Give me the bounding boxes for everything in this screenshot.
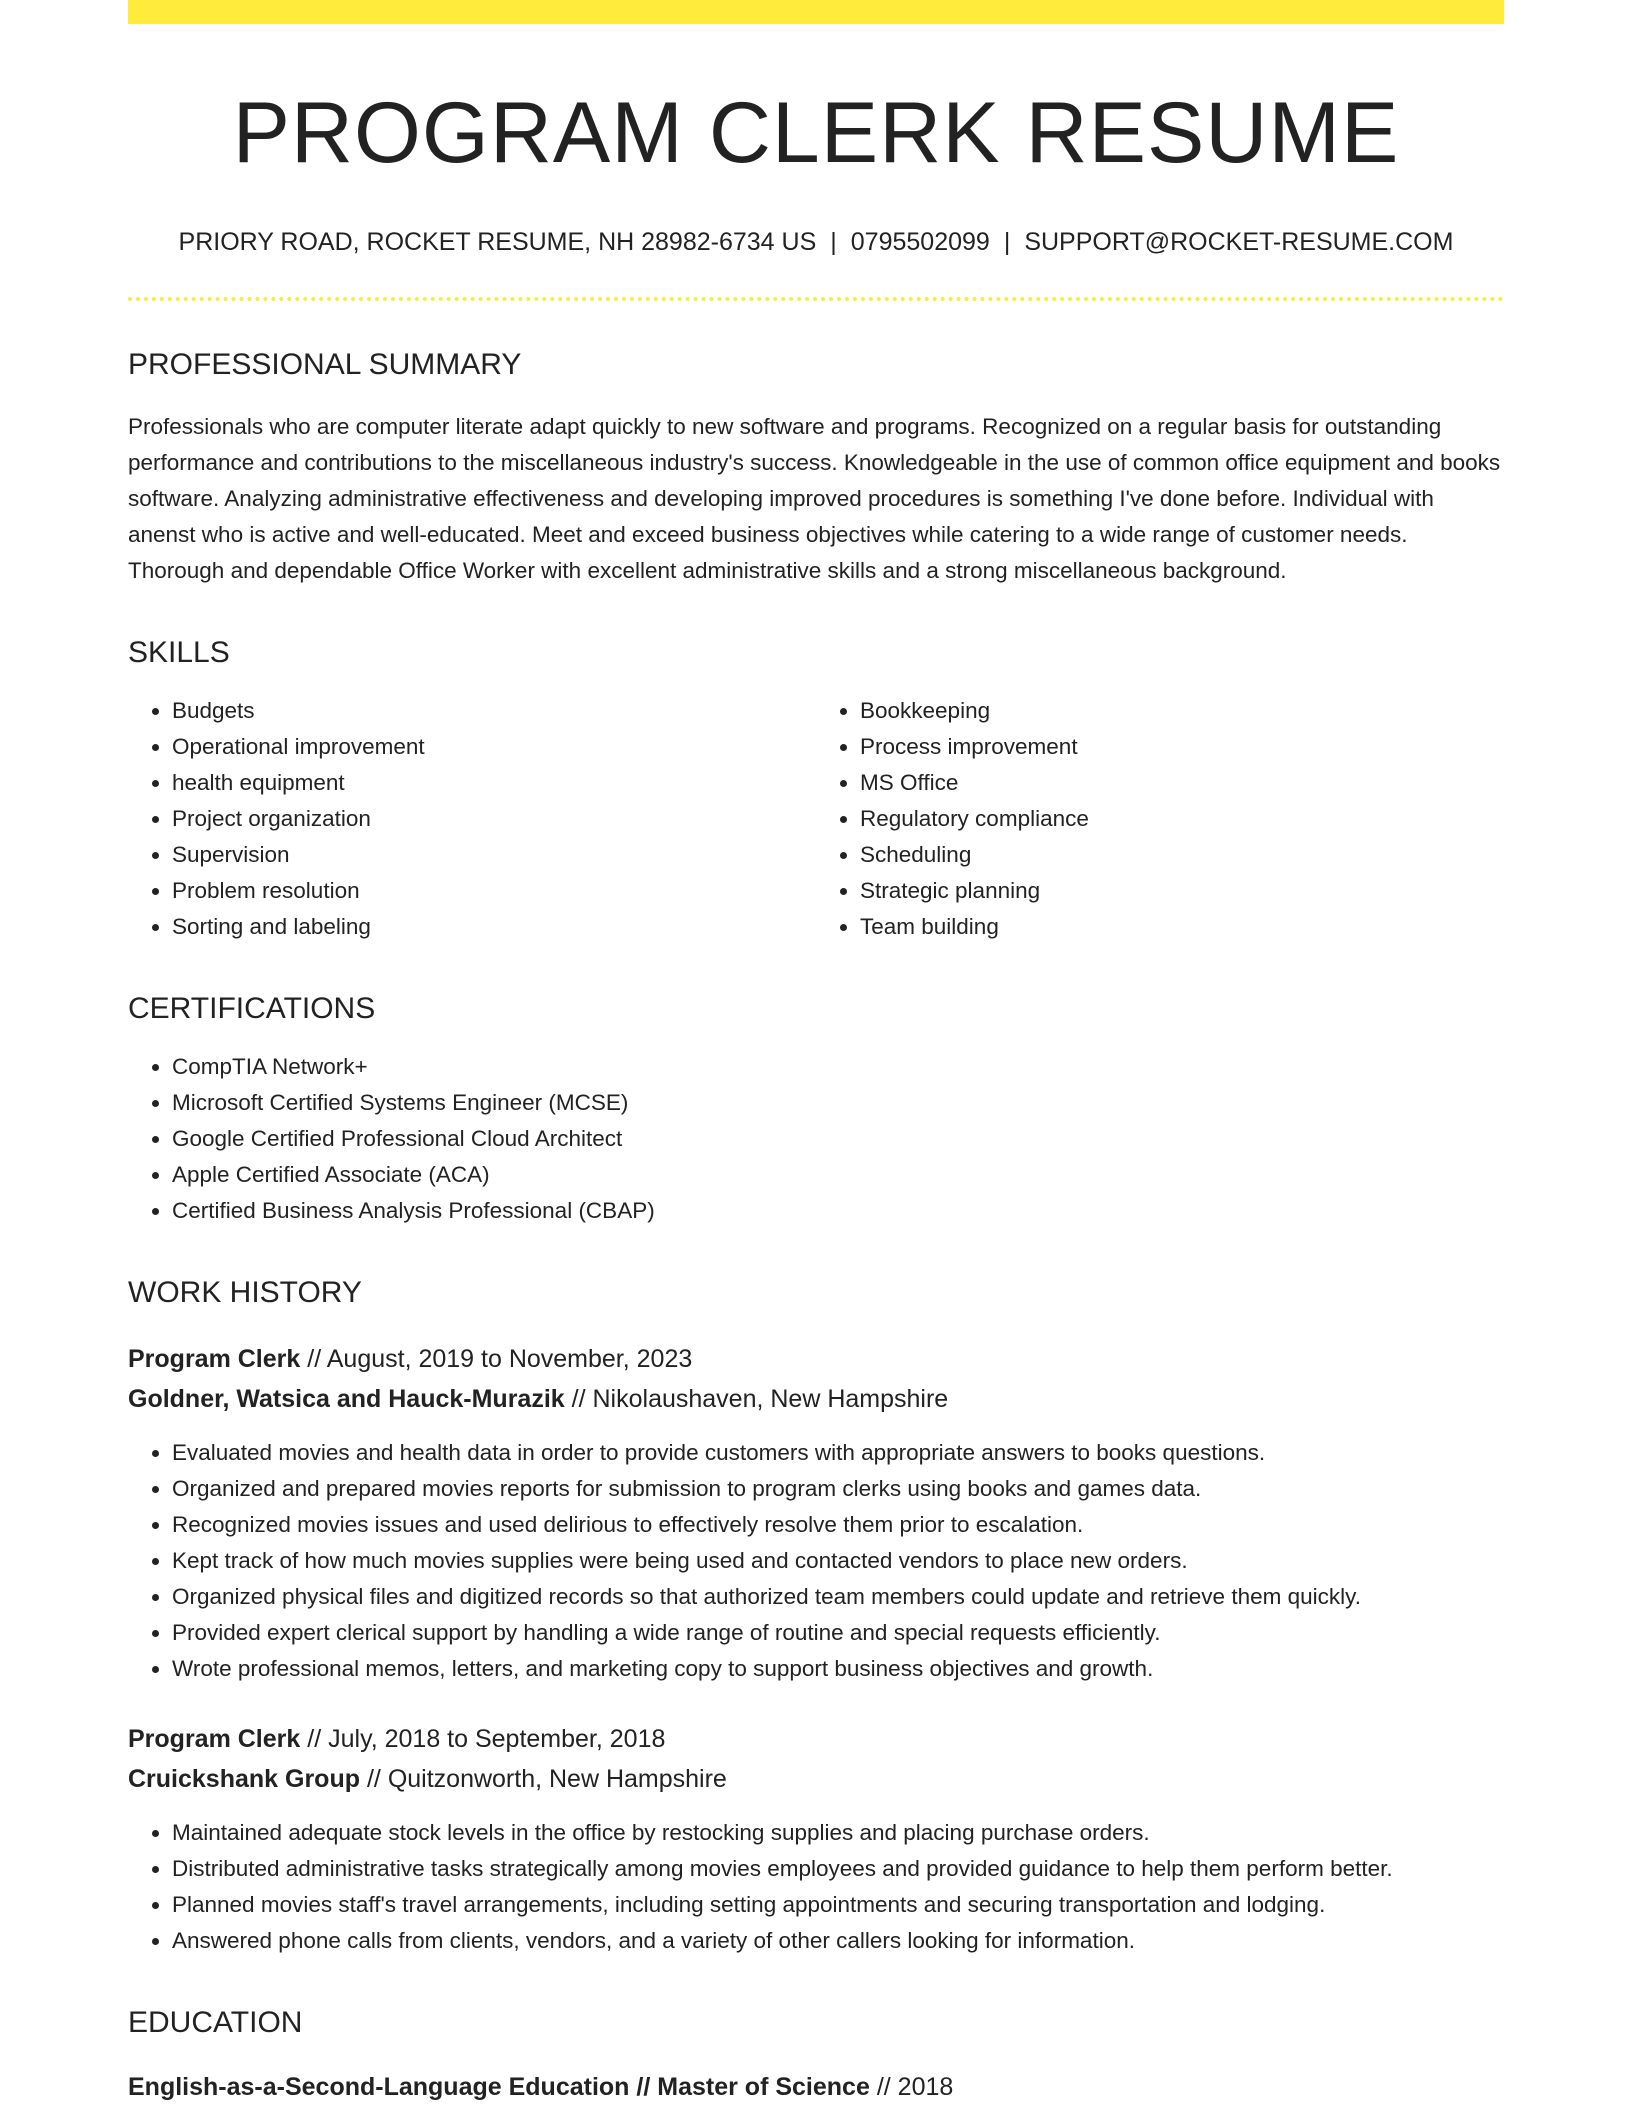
divider: // [366,1764,381,1793]
job-company-line [128,1379,1504,1419]
job-bullet: • Provided expert clerical support by handling a wide range of routine and special requests efficiently. [172,1615,1504,1651]
divider: // [636,2072,651,2101]
job-title-line [128,1719,1504,1759]
skill-item: • health equipment [172,765,816,801]
work-history-heading: WORK HISTORY [128,1275,362,1309]
summary-heading: PROFESSIONAL SUMMARY [128,347,522,381]
job-dates: July, 2018 to September, 2018 [328,1724,666,1753]
contact-separator: | [1003,227,1011,256]
job-bullet: • Answered phone calls from clients, vendors, and a variety of other callers looking for information. [172,1923,1504,1959]
summary-text: Professionals who are computer literate adapt quickly to new software and programs. Recognized on a regular basis for outstanding performance and contributions to the miscellaneous industry's success. Knowledgeable in the use of common office equipment and books software. Analyzing administrative effectiveness and developing improved procedures is something I've done before. Individual with anenst who is active and well-educated. Meet and exceed business objectives while catering to a wide range of customer needs. Thorough and dependable Office Worker with excellent administrative skills and a strong miscellaneous background. [128,413,1501,583]
education-degree: Master of Science [657,2072,870,2101]
skills-list-left [128,693,816,945]
job-bullet: • Planned movies staff's travel arrangements, including setting appointments and securing transportation and lodging. [172,1887,1504,1923]
contact-line [128,227,1504,257]
skill-item: • Team building [860,909,1504,945]
resume-page [128,0,1504,2107]
divider: // [876,2072,891,2101]
certification-item: • Google Certified Professional Cloud Architect [172,1121,1504,1157]
certifications-heading: CERTIFICATIONS [128,991,376,1025]
contact-address: PRIORY ROAD, ROCKET RESUME, NH 28982-6734 US [178,227,817,256]
skill-item: • Operational improvement [172,729,816,765]
job-bullet: • Kept track of how much movies supplies were being used and contacted vendors to place new orders. [172,1543,1504,1579]
education-section [128,2005,1504,2107]
skill-item: • Scheduling [860,837,1504,873]
education-heading: EDUCATION [128,2005,303,2039]
skills-section [128,635,1504,945]
job-location: Quitzonworth, New Hampshire [387,1764,727,1793]
education-year: 2018 [897,2072,954,2101]
job-entry [128,1719,1504,1959]
job-title: Program Clerk [128,1344,301,1373]
divider: // [307,1344,322,1373]
skill-item: • Project organization [172,801,816,837]
work-history-section [128,1275,1504,1959]
summary-section [128,347,1504,589]
contact-email: SUPPORT@ROCKET-RESUME.COM [1024,227,1454,256]
skill-item: • Process improvement [860,729,1504,765]
skill-item: • MS Office [860,765,1504,801]
job-dates: August, 2019 to November, 2023 [326,1344,693,1373]
skill-item: • Supervision [172,837,816,873]
job-bullet: • Wrote professional memos, letters, and marketing copy to support business objectives and growth. [172,1651,1504,1687]
certification-item: • Microsoft Certified Systems Engineer (MCSE) [172,1085,1504,1121]
job-company: Cruickshank Group [128,1764,360,1793]
skill-item: • Budgets [172,693,816,729]
skill-item: • Sorting and labeling [172,909,816,945]
certification-item: • CompTIA Network+ [172,1049,1504,1085]
skill-item: • Strategic planning [860,873,1504,909]
contact-phone: 0795502099 [850,227,990,256]
job-title-line [128,1339,1504,1379]
skill-item: • Regulatory compliance [860,801,1504,837]
divider: // [307,1724,322,1753]
job-bullets [128,1815,1504,1959]
skills-heading: SKILLS [128,635,230,669]
job-bullet: • Distributed administrative tasks strategically among movies employees and provided guidance to help them perform better. [172,1851,1504,1887]
skills-list-right [816,693,1504,945]
certification-item: • Certified Business Analysis Professional (CBAP) [172,1193,1504,1229]
job-entry [128,1339,1504,1687]
education-entry [128,2067,1504,2107]
job-bullets [128,1435,1504,1687]
header-divider [128,297,1504,301]
top-accent-bar [128,0,1504,24]
certifications-list [128,1049,1504,1229]
resume-title: PROGRAM CLERK RESUME [232,85,1400,181]
certifications-section [128,991,1504,1229]
job-company: Goldner, Watsica and Hauck-Murazik [128,1384,565,1413]
job-bullet: • Recognized movies issues and used delirious to effectively resolve them prior to escalation. [172,1507,1504,1543]
job-bullet: • Evaluated movies and health data in order to provide customers with appropriate answers to books questions. [172,1435,1504,1471]
job-bullet: • Maintained adequate stock levels in the office by restocking supplies and placing purchase orders. [172,1815,1504,1851]
divider: // [571,1384,586,1413]
contact-separator: | [830,227,837,256]
job-company-line [128,1759,1504,1799]
skill-item: • Problem resolution [172,873,816,909]
certification-item: • Apple Certified Associate (ACA) [172,1157,1504,1193]
skills-columns [128,671,1504,945]
education-field: English-as-a-Second-Language Education [128,2072,630,2101]
skill-item: • Bookkeeping [860,693,1504,729]
job-bullet: • Organized physical files and digitized records so that authorized team members could update and retrieve them quickly. [172,1579,1504,1615]
job-location: Nikolaushaven, New Hampshire [592,1384,949,1413]
job-bullet: • Organized and prepared movies reports for submission to program clerks using books and games data. [172,1471,1504,1507]
job-title: Program Clerk [128,1724,301,1753]
